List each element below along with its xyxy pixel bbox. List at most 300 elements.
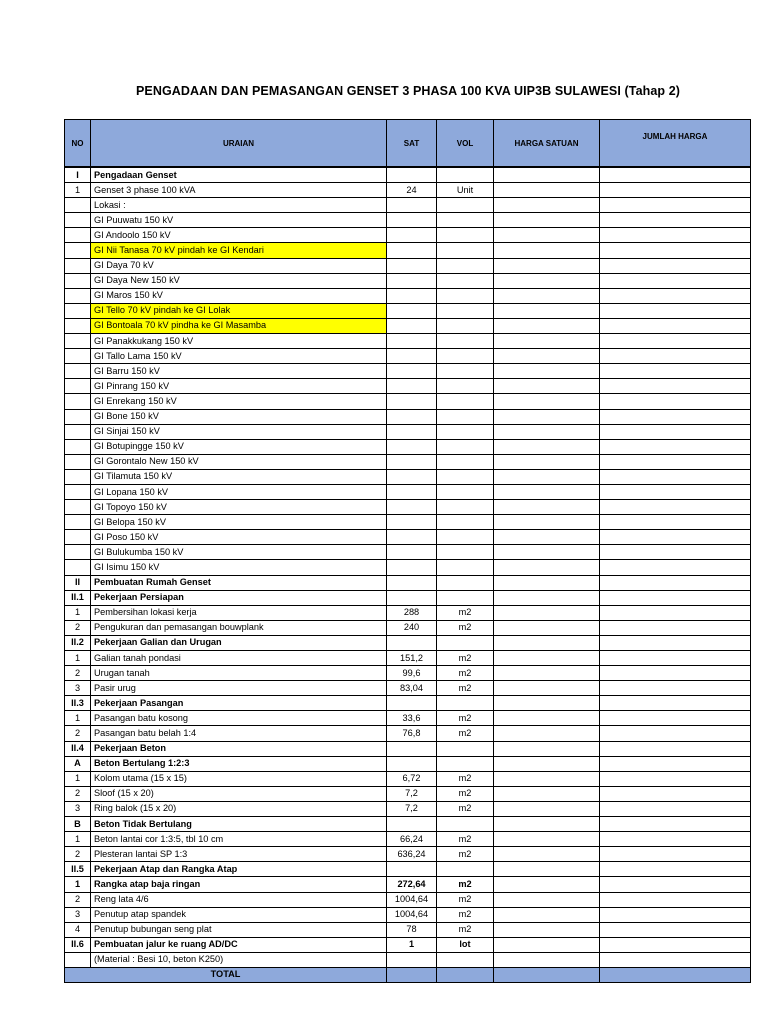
row-uraian-cell: Lokasi : [91, 198, 387, 213]
row-harga-satuan-cell [494, 515, 600, 530]
row-no-cell [65, 364, 91, 379]
table-row [65, 303, 751, 318]
table-row [65, 379, 751, 394]
row-sat-cell [387, 409, 437, 424]
row-no-cell: 3 [65, 801, 91, 816]
row-harga-satuan-cell [494, 500, 600, 515]
row-harga-satuan-cell [494, 439, 600, 454]
row-harga-satuan-cell [494, 786, 600, 801]
row-harga-satuan-cell [494, 288, 600, 303]
row-harga-satuan-cell [494, 560, 600, 575]
row-uraian-cell: GI Topoyo 150 kV [91, 500, 387, 515]
row-vol-cell: m2 [437, 847, 494, 862]
total-sat-cell [387, 967, 437, 982]
row-harga-satuan-cell [494, 651, 600, 666]
row-vol-cell [437, 334, 494, 349]
row-jumlah-harga-cell [600, 575, 751, 590]
row-harga-satuan-cell [494, 605, 600, 620]
table-row [65, 243, 751, 258]
row-uraian-cell: GI Pinrang 150 kV [91, 379, 387, 394]
row-vol-cell [437, 454, 494, 469]
row-harga-satuan-cell [494, 183, 600, 198]
row-jumlah-harga-cell [600, 213, 751, 228]
table-row [65, 469, 751, 484]
row-jumlah-harga-cell [600, 817, 751, 832]
row-harga-satuan-cell [494, 862, 600, 877]
row-sat-cell [387, 530, 437, 545]
row-sat-cell [387, 273, 437, 288]
total-harga-satuan-cell [494, 967, 600, 982]
table-row [65, 771, 751, 786]
row-sat-cell: 7,2 [387, 786, 437, 801]
row-harga-satuan-cell [494, 349, 600, 364]
row-jumlah-harga-cell [600, 484, 751, 499]
table-row [65, 817, 751, 832]
table-row [65, 258, 751, 273]
row-jumlah-harga-cell [600, 379, 751, 394]
row-sat-cell: 1004,64 [387, 907, 437, 922]
row-no-cell [65, 469, 91, 484]
row-no-cell [65, 379, 91, 394]
row-vol-cell [437, 756, 494, 771]
row-harga-satuan-cell [494, 575, 600, 590]
row-vol-cell [437, 213, 494, 228]
row-uraian-cell: Penutup bubungan seng plat [91, 922, 387, 937]
row-no-cell [65, 515, 91, 530]
row-no-cell [65, 952, 91, 967]
row-uraian-cell: GI Gorontalo New 150 kV [91, 454, 387, 469]
row-harga-satuan-cell [494, 832, 600, 847]
row-no-cell [65, 198, 91, 213]
row-sat-cell: 272,64 [387, 877, 437, 892]
row-harga-satuan-cell [494, 847, 600, 862]
row-vol-cell [437, 409, 494, 424]
row-vol-cell [437, 635, 494, 650]
row-vol-cell: Unit [437, 183, 494, 198]
table-row [65, 696, 751, 711]
row-sat-cell [387, 379, 437, 394]
row-harga-satuan-cell [494, 243, 600, 258]
row-vol-cell [437, 258, 494, 273]
row-no-cell [65, 303, 91, 318]
table-row [65, 349, 751, 364]
row-uraian-cell: Pasir urug [91, 681, 387, 696]
table-row [65, 726, 751, 741]
table-row [65, 515, 751, 530]
row-sat-cell [387, 439, 437, 454]
row-uraian-cell: GI Nii Tanasa 70 kV pindah ke GI Kendari [91, 243, 387, 258]
table-row [65, 756, 751, 771]
row-no-cell: 2 [65, 666, 91, 681]
row-jumlah-harga-cell [600, 439, 751, 454]
row-uraian-cell: GI Lopana 150 kV [91, 484, 387, 499]
row-vol-cell [437, 303, 494, 318]
header-uraian: URAIAN [91, 120, 387, 168]
row-no-cell: 1 [65, 605, 91, 620]
row-sat-cell [387, 167, 437, 183]
row-uraian-cell: Sloof (15 x 20) [91, 786, 387, 801]
row-vol-cell [437, 817, 494, 832]
table-row [65, 605, 751, 620]
row-jumlah-harga-cell [600, 273, 751, 288]
row-harga-satuan-cell [494, 726, 600, 741]
table-row [65, 847, 751, 862]
row-uraian-cell: GI Tello 70 kV pindah ke GI Lolak [91, 303, 387, 318]
table-row [65, 801, 751, 816]
row-sat-cell: 66,24 [387, 832, 437, 847]
table-row [65, 862, 751, 877]
row-harga-satuan-cell [494, 877, 600, 892]
row-harga-satuan-cell [494, 530, 600, 545]
table-row [65, 651, 751, 666]
row-no-cell [65, 273, 91, 288]
row-no-cell: II.1 [65, 590, 91, 605]
row-uraian-cell: GI Bontoala 70 kV pindha ke GI Masamba [91, 318, 387, 333]
row-harga-satuan-cell [494, 198, 600, 213]
row-jumlah-harga-cell [600, 560, 751, 575]
row-harga-satuan-cell [494, 364, 600, 379]
row-harga-satuan-cell [494, 258, 600, 273]
row-uraian-cell: Beton lantai cor 1:3:5, tbl 10 cm [91, 832, 387, 847]
row-vol-cell: m2 [437, 681, 494, 696]
row-sat-cell: 288 [387, 605, 437, 620]
row-vol-cell: m2 [437, 771, 494, 786]
row-uraian-cell: GI Andoolo 150 kV [91, 228, 387, 243]
row-jumlah-harga-cell [600, 303, 751, 318]
row-sat-cell [387, 817, 437, 832]
row-vol-cell [437, 379, 494, 394]
row-jumlah-harga-cell [600, 424, 751, 439]
row-sat-cell [387, 454, 437, 469]
row-sat-cell [387, 590, 437, 605]
row-harga-satuan-cell [494, 771, 600, 786]
row-uraian-cell: Penutup atap spandek [91, 907, 387, 922]
row-harga-satuan-cell [494, 213, 600, 228]
row-uraian-cell: Pekerjaan Persiapan [91, 590, 387, 605]
row-vol-cell [437, 349, 494, 364]
header-no: NO [65, 120, 91, 168]
row-jumlah-harga-cell [600, 711, 751, 726]
row-sat-cell [387, 198, 437, 213]
row-no-cell: II.2 [65, 635, 91, 650]
row-vol-cell [437, 500, 494, 515]
row-sat-cell: 7,2 [387, 801, 437, 816]
row-no-cell: 3 [65, 907, 91, 922]
table-row [65, 439, 751, 454]
row-vol-cell [437, 696, 494, 711]
row-uraian-cell: GI Daya New 150 kV [91, 273, 387, 288]
row-uraian-cell: Plesteran lantai SP 1:3 [91, 847, 387, 862]
table-row [65, 711, 751, 726]
row-harga-satuan-cell [494, 756, 600, 771]
row-no-cell: 1 [65, 877, 91, 892]
row-sat-cell: 33,6 [387, 711, 437, 726]
bill-of-quantities-table [64, 119, 751, 983]
table-row [65, 409, 751, 424]
row-no-cell: 2 [65, 786, 91, 801]
table-row [65, 575, 751, 590]
row-sat-cell [387, 515, 437, 530]
row-sat-cell: 636,24 [387, 847, 437, 862]
row-sat-cell [387, 318, 437, 333]
row-uraian-cell: Pengadaan Genset [91, 167, 387, 183]
row-no-cell [65, 258, 91, 273]
row-vol-cell [437, 590, 494, 605]
row-no-cell [65, 424, 91, 439]
row-uraian-cell: GI Belopa 150 kV [91, 515, 387, 530]
row-harga-satuan-cell [494, 590, 600, 605]
row-jumlah-harga-cell [600, 394, 751, 409]
row-harga-satuan-cell [494, 741, 600, 756]
row-jumlah-harga-cell [600, 228, 751, 243]
table-row [65, 952, 751, 967]
table-row [65, 681, 751, 696]
row-harga-satuan-cell [494, 801, 600, 816]
row-uraian-cell: GI Bulukumba 150 kV [91, 545, 387, 560]
row-no-cell: B [65, 817, 91, 832]
document-title: PENGADAAN DAN PEMASANGAN GENSET 3 PHASA 100 KVA UIP3B SULAWESI (Tahap 2) [135, 84, 681, 98]
row-vol-cell [437, 530, 494, 545]
table-row [65, 922, 751, 937]
row-jumlah-harga-cell [600, 258, 751, 273]
table-row [65, 484, 751, 499]
row-harga-satuan-cell [494, 922, 600, 937]
row-jumlah-harga-cell [600, 922, 751, 937]
row-vol-cell: m2 [437, 620, 494, 635]
row-uraian-cell: Pekerjaan Atap dan Rangka Atap [91, 862, 387, 877]
row-harga-satuan-cell [494, 817, 600, 832]
total-jumlah-harga-cell [600, 967, 751, 982]
row-no-cell: 1 [65, 651, 91, 666]
row-harga-satuan-cell [494, 469, 600, 484]
row-no-cell: II.5 [65, 862, 91, 877]
row-sat-cell [387, 424, 437, 439]
table-row [65, 907, 751, 922]
row-harga-satuan-cell [494, 394, 600, 409]
row-no-cell [65, 394, 91, 409]
row-uraian-cell: Pekerjaan Pasangan [91, 696, 387, 711]
row-sat-cell: 1 [387, 937, 437, 952]
row-harga-satuan-cell [494, 937, 600, 952]
row-harga-satuan-cell [494, 167, 600, 183]
row-no-cell: 2 [65, 892, 91, 907]
row-no-cell: 3 [65, 681, 91, 696]
total-label: TOTAL [65, 967, 387, 982]
row-jumlah-harga-cell [600, 756, 751, 771]
row-sat-cell [387, 862, 437, 877]
table-row [65, 500, 751, 515]
row-no-cell [65, 243, 91, 258]
row-vol-cell [437, 243, 494, 258]
table-row [65, 213, 751, 228]
row-uraian-cell: Pekerjaan Galian dan Urugan [91, 635, 387, 650]
row-vol-cell: m2 [437, 832, 494, 847]
table-row [65, 786, 751, 801]
row-vol-cell [437, 394, 494, 409]
row-vol-cell [437, 167, 494, 183]
row-no-cell: 1 [65, 832, 91, 847]
row-jumlah-harga-cell [600, 907, 751, 922]
row-sat-cell: 6,72 [387, 771, 437, 786]
row-vol-cell [437, 469, 494, 484]
row-sat-cell [387, 469, 437, 484]
row-jumlah-harga-cell [600, 364, 751, 379]
row-uraian-cell: GI Maros 150 kV [91, 288, 387, 303]
row-vol-cell [437, 273, 494, 288]
row-vol-cell [437, 318, 494, 333]
row-jumlah-harga-cell [600, 530, 751, 545]
row-vol-cell [437, 228, 494, 243]
row-jumlah-harga-cell [600, 454, 751, 469]
row-sat-cell: 99,6 [387, 666, 437, 681]
row-vol-cell [437, 484, 494, 499]
table-body [65, 167, 751, 967]
row-sat-cell: 240 [387, 620, 437, 635]
row-harga-satuan-cell [494, 409, 600, 424]
row-jumlah-harga-cell [600, 832, 751, 847]
row-sat-cell [387, 484, 437, 499]
row-harga-satuan-cell [494, 318, 600, 333]
row-vol-cell [437, 364, 494, 379]
row-jumlah-harga-cell [600, 681, 751, 696]
row-no-cell: II.4 [65, 741, 91, 756]
row-uraian-cell: Pasangan batu belah 1:4 [91, 726, 387, 741]
row-uraian-cell: Genset 3 phase 100 kVA [91, 183, 387, 198]
row-uraian-cell: GI Daya 70 kV [91, 258, 387, 273]
row-no-cell: 1 [65, 711, 91, 726]
row-vol-cell: m2 [437, 786, 494, 801]
row-jumlah-harga-cell [600, 877, 751, 892]
row-jumlah-harga-cell [600, 786, 751, 801]
table-header-row [65, 120, 751, 168]
row-sat-cell [387, 635, 437, 650]
row-jumlah-harga-cell [600, 545, 751, 560]
row-vol-cell: m2 [437, 877, 494, 892]
row-uraian-cell: GI Barru 150 kV [91, 364, 387, 379]
row-uraian-cell: Pengukuran dan pemasangan bouwplank [91, 620, 387, 635]
row-no-cell: 2 [65, 726, 91, 741]
row-harga-satuan-cell [494, 545, 600, 560]
row-no-cell [65, 213, 91, 228]
row-no-cell: 1 [65, 771, 91, 786]
row-jumlah-harga-cell [600, 771, 751, 786]
row-no-cell: 2 [65, 620, 91, 635]
header-jumlah-harga: JUMLAH HARGA [600, 120, 751, 168]
row-jumlah-harga-cell [600, 334, 751, 349]
row-vol-cell [437, 515, 494, 530]
table-row [65, 318, 751, 333]
table-row [65, 635, 751, 650]
row-harga-satuan-cell [494, 334, 600, 349]
table-row [65, 530, 751, 545]
row-no-cell [65, 530, 91, 545]
row-jumlah-harga-cell [600, 620, 751, 635]
row-harga-satuan-cell [494, 379, 600, 394]
row-uraian-cell: GI Tallo Lama 150 kV [91, 349, 387, 364]
row-sat-cell [387, 696, 437, 711]
row-uraian-cell: Pasangan batu kosong [91, 711, 387, 726]
row-vol-cell: m2 [437, 666, 494, 681]
row-vol-cell [437, 545, 494, 560]
row-sat-cell: 151,2 [387, 651, 437, 666]
table-row [65, 183, 751, 198]
row-sat-cell [387, 243, 437, 258]
row-sat-cell [387, 213, 437, 228]
row-no-cell [65, 545, 91, 560]
row-vol-cell: m2 [437, 651, 494, 666]
row-harga-satuan-cell [494, 666, 600, 681]
row-sat-cell [387, 500, 437, 515]
row-harga-satuan-cell [494, 892, 600, 907]
table-row [65, 394, 751, 409]
table-row [65, 741, 751, 756]
row-sat-cell [387, 575, 437, 590]
row-vol-cell: m2 [437, 922, 494, 937]
row-jumlah-harga-cell [600, 167, 751, 183]
header-sat: SAT [387, 120, 437, 168]
row-sat-cell: 1004,64 [387, 892, 437, 907]
row-sat-cell [387, 756, 437, 771]
row-no-cell [65, 439, 91, 454]
row-uraian-cell: Pembuatan Rumah Genset [91, 575, 387, 590]
row-vol-cell [437, 198, 494, 213]
total-vol-cell [437, 967, 494, 982]
row-vol-cell [437, 560, 494, 575]
table-row [65, 167, 751, 183]
table-row [65, 877, 751, 892]
header-harga-satuan: HARGA SATUAN [494, 120, 600, 168]
row-vol-cell: m2 [437, 907, 494, 922]
row-no-cell [65, 334, 91, 349]
row-sat-cell [387, 394, 437, 409]
row-harga-satuan-cell [494, 907, 600, 922]
row-sat-cell: 83,04 [387, 681, 437, 696]
row-uraian-cell: (Material : Besi 10, beton K250) [91, 952, 387, 967]
row-no-cell [65, 500, 91, 515]
row-uraian-cell: GI Poso 150 kV [91, 530, 387, 545]
table-row [65, 832, 751, 847]
row-no-cell [65, 318, 91, 333]
row-sat-cell [387, 545, 437, 560]
row-jumlah-harga-cell [600, 666, 751, 681]
row-sat-cell [387, 349, 437, 364]
row-harga-satuan-cell [494, 424, 600, 439]
row-sat-cell [387, 303, 437, 318]
row-uraian-cell: Rangka atap baja ringan [91, 877, 387, 892]
total-row [65, 967, 751, 982]
row-sat-cell [387, 741, 437, 756]
row-jumlah-harga-cell [600, 198, 751, 213]
row-uraian-cell: GI Tilamuta 150 kV [91, 469, 387, 484]
row-vol-cell [437, 575, 494, 590]
row-uraian-cell: Beton Tidak Bertulang [91, 817, 387, 832]
row-uraian-cell: GI Puuwatu 150 kV [91, 213, 387, 228]
row-no-cell: II.3 [65, 696, 91, 711]
row-jumlah-harga-cell [600, 590, 751, 605]
row-jumlah-harga-cell [600, 741, 751, 756]
row-jumlah-harga-cell [600, 847, 751, 862]
row-uraian-cell: Urugan tanah [91, 666, 387, 681]
row-jumlah-harga-cell [600, 651, 751, 666]
row-no-cell [65, 560, 91, 575]
row-harga-satuan-cell [494, 952, 600, 967]
row-jumlah-harga-cell [600, 862, 751, 877]
row-jumlah-harga-cell [600, 469, 751, 484]
row-no-cell: II [65, 575, 91, 590]
row-uraian-cell: GI Sinjai 150 kV [91, 424, 387, 439]
row-sat-cell: 24 [387, 183, 437, 198]
row-no-cell: II.6 [65, 937, 91, 952]
